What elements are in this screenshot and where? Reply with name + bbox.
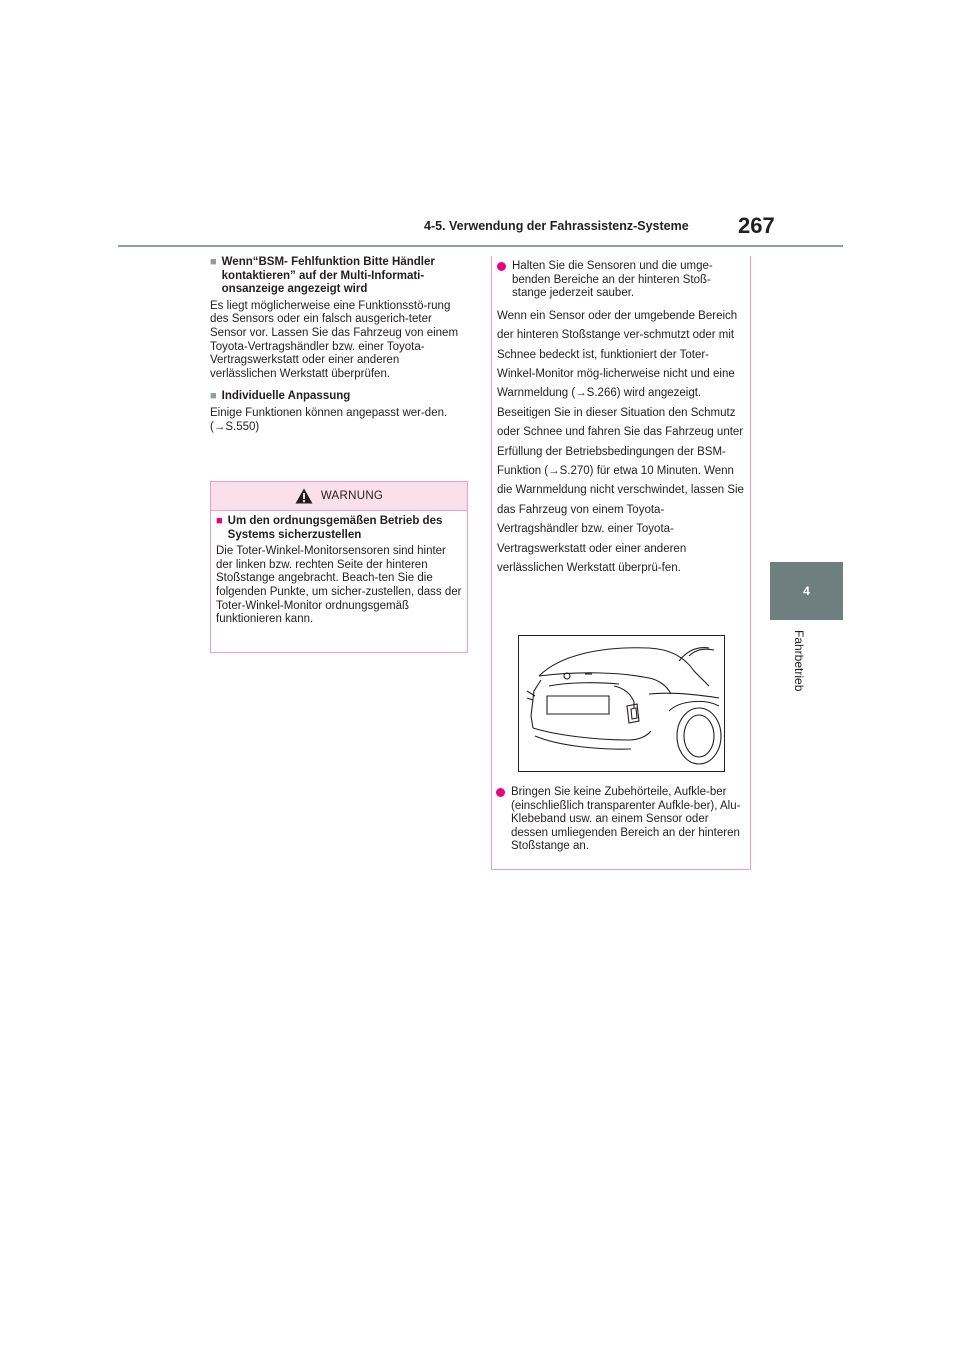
caution-bullet-2 — [491, 782, 751, 854]
list-item-text: Halten Sie die Sensoren und die umge-benden Bereiche an der hinteren Stoß-stange jederzeit sauber. — [512, 260, 713, 300]
square-bullet-icon: ■ — [210, 256, 217, 268]
chapter-number: 4 — [803, 584, 810, 598]
square-bullet-icon: ■ — [216, 515, 223, 527]
header-divider — [118, 245, 843, 247]
rear-bumper-illustration — [518, 635, 725, 772]
chapter-tab — [770, 562, 843, 620]
warning-text: Die Toter-Winkel-Monitorsensoren sind hinter der linken bzw. rechten Seite der hinteren Stoßstange angebracht. Beach-ten Sie die folgenden Punkte, um sicher-zustellen, dass der Toter-Winkel-Monitor ordnungsgemäß funktionieren kann. — [216, 545, 462, 626]
page-number: 267 — [738, 213, 775, 238]
section-title: 4-5. Verwendung der Fahrassistenz-Systeme — [424, 219, 689, 233]
section-heading-text: Individuelle Anpassung — [221, 390, 351, 403]
list-item-text: Bringen Sie keine Zubehörteile, Aufkle-ber (einschließlich transparenter Aufkle-ber), Alu-Klebeband usw. an einem Sensor oder dessen umliegenden Bereich an der hinteren Stoßstange an. — [511, 786, 741, 853]
list-item — [492, 256, 750, 301]
left-column — [210, 256, 468, 434]
warning-triangle-icon — [295, 488, 313, 504]
section-body: Einige Funktionen können angepasst wer-den. (→S.550) — [210, 406, 448, 433]
warning-box — [210, 481, 468, 653]
section-heading — [210, 256, 468, 297]
chapter-label: Fahrbetrieb — [792, 630, 806, 692]
section-heading-text: Wenn“BSM- Fehlfunktion Bitte Händler kontaktieren” auf der Multi-Informati-onsanzeige angezeigt wird — [221, 256, 435, 296]
car-rear-image — [519, 636, 724, 771]
warning-header — [211, 482, 467, 511]
caution-paragraph: Wenn ein Sensor oder der umgebende Bereich der hinteren Stoßstange ver-schmutzt oder mit Schnee bedeckt ist, funktioniert der Toter-Winkel-Monitor mög-licherweise nicht und eine Warnmeldung (→S.266) wird angezeigt. Beseitigen Sie in dieser Situation den Schmutz oder Schnee und fahren Sie das Fahrzeug unter Erfüllung der Betriebsbedingungen der BSM-Funktion (→S.270) für etwa 10 Minuten. Wenn die Warnmeldung nicht verschwindet, lassen Sie das Fahrzeug von einem Toyota-Vertragshändler bzw. einer Toyota-Vertragswerkstatt oder einer anderen verlässlichen Werkstatt überprü-fen. — [497, 309, 744, 575]
section-heading — [210, 390, 468, 404]
warning-heading — [216, 515, 462, 542]
warning-title: WARNUNG — [320, 490, 384, 502]
warning-heading-text: Um den ordnungsgemäßen Betrieb des Systems sicherzustellen — [227, 515, 443, 541]
bullet-dot-icon — [496, 788, 505, 797]
section-body: Es liegt möglicherweise eine Funktionsstö-rung des Sensors oder ein falsch ausgerich-teter Sensor vor. Lassen Sie das Fahrzeug von einem Toyota-Vertragshändler bzw. einer Toyota-Vertragswerkstatt oder einer anderen verlässlichen Werkstatt überprüfen. — [210, 299, 459, 380]
bullet-dot-icon — [497, 262, 506, 271]
warning-body — [211, 511, 467, 627]
square-bullet-icon: ■ — [210, 390, 217, 403]
list-item — [491, 782, 751, 854]
caution-box — [491, 256, 751, 870]
